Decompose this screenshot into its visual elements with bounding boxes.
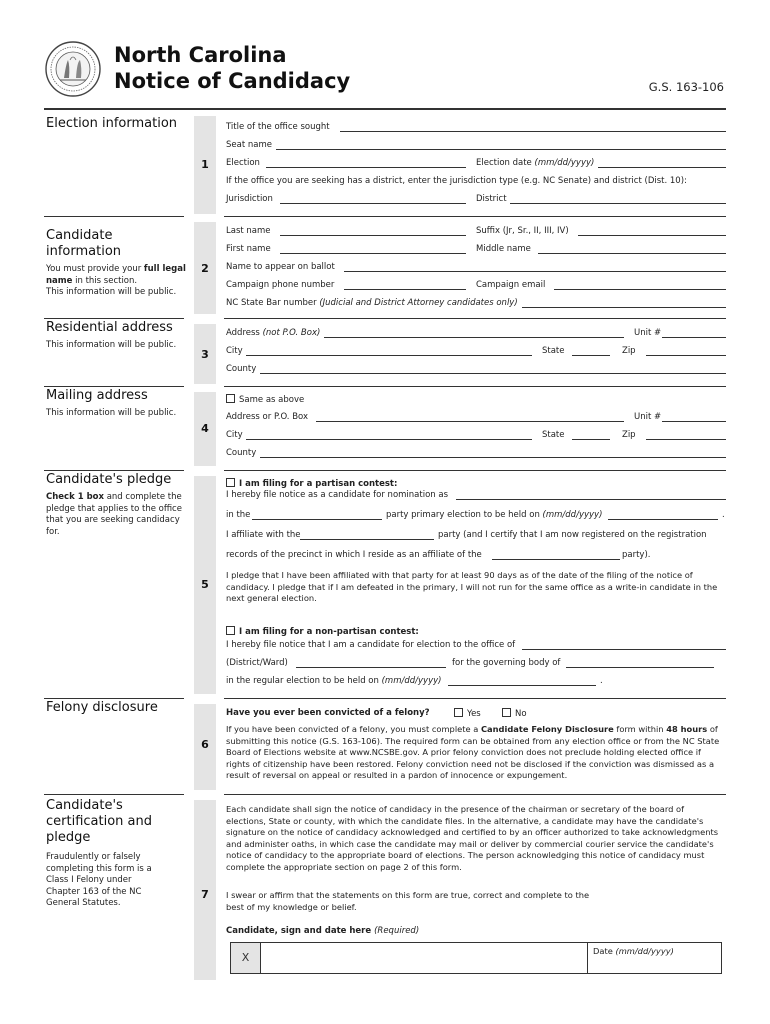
last-name-label: Last name: [226, 226, 271, 236]
section-separator: [224, 216, 726, 217]
phone-label: Campaign phone number: [226, 280, 335, 290]
section-number-bar: [194, 116, 216, 214]
records-party-field[interactable]: [492, 559, 620, 560]
primary-row: in the party primary election to be held on (mm/dd/yyyy) .: [226, 510, 725, 520]
records-row: records of the precinct in which I reside as an affiliate of the party).: [226, 550, 651, 560]
election-date-field[interactable]: [598, 167, 726, 168]
section-number: 6: [201, 738, 209, 751]
county-label: County: [226, 364, 257, 374]
section-number-bar: [194, 392, 216, 466]
partisan-line-1: I hereby file notice as a candidate for nomination as: [226, 490, 726, 504]
title-line-1: North Carolina: [114, 43, 287, 67]
section-rule: [44, 216, 184, 217]
section-rule: [44, 318, 184, 319]
mailing-unit-label: Unit #: [634, 412, 662, 422]
district-label: District: [476, 194, 507, 204]
mailing-address-field[interactable]: [316, 421, 624, 422]
signature-box: [230, 942, 722, 974]
bar-field[interactable]: [522, 307, 726, 308]
state-field[interactable]: [572, 355, 610, 356]
section-note: This information will be public.: [46, 340, 177, 350]
section-note: Check 1 box and complete the pledge that applies to the office that you are seeking candidacy for.: [46, 492, 182, 537]
section-number-bar: [194, 222, 216, 314]
section-title: Election information: [46, 116, 178, 131]
address-field[interactable]: [324, 337, 624, 338]
last-name-field[interactable]: [280, 235, 466, 236]
section-residential-address: [44, 318, 726, 384]
certification-paragraph: Each candidate shall sign the notice of candidacy in the presence of the chairman or secretary of the board of elections, State or county, with which the candidate files. In the alternative, a candidate may have the candidate's signature on the notice of candidacy acknowledged and certified to by an officer authorized to take acknowledgments and administer oaths, in which case the candidate may mail or deliver by commercial courier service the candidate's notice of candidacy to the appropriate board of elections. The person acknowledging this notice of candidacy must complete the appropriate section on page 2 of this form.: [226, 804, 719, 872]
nonpartisan-line-1: I hereby file notice that I am a candidate for election to the office of: [226, 640, 726, 654]
regular-election-row: in the regular election to be held on (mm/dd/yyyy) .: [226, 676, 603, 686]
mailing-address-row: [226, 412, 726, 426]
county-row: [226, 364, 726, 378]
partisan-heading: I am filing for a partisan contest:: [226, 478, 726, 492]
affiliate-row: I affiliate with the party (and I certify that I am now registered on the registration: [226, 530, 707, 540]
felony-question-row: [226, 708, 726, 722]
address-label: Address (not P.O. Box): [226, 328, 321, 338]
unit-field[interactable]: [662, 337, 726, 338]
middle-name-label: Middle name: [476, 244, 531, 254]
section-note: This information will be public.: [46, 408, 177, 418]
sign-heading: Candidate, sign and date here (Required): [226, 926, 420, 936]
section-number: 4: [201, 422, 209, 435]
mailing-county-row: [226, 448, 726, 462]
bar-label: NC State Bar number (Judicial and District Attorney candidates only): [226, 298, 518, 308]
mailing-zip-field[interactable]: [646, 439, 726, 440]
section-note: Fraudulently or falsely completing this form is a Class I Felony under Chapter 163 of the NC General Statutes.: [46, 852, 152, 908]
county-field[interactable]: [260, 373, 726, 374]
election-date-label: Election date (mm/dd/yyyy): [476, 158, 595, 168]
section-title: Candidate information: [46, 228, 122, 259]
address-row: [226, 328, 726, 342]
signature-date-field[interactable]: [589, 955, 721, 973]
section-rule: [44, 470, 184, 471]
contact-row: [226, 280, 726, 294]
section-separator: [224, 386, 726, 387]
suffix-field[interactable]: [578, 235, 726, 236]
city-row: [226, 346, 726, 360]
first-name-label: First name: [226, 244, 271, 254]
seat-row: [226, 140, 726, 154]
district-field[interactable]: [510, 203, 726, 204]
section-rule: [44, 794, 184, 795]
no-checkbox[interactable]: [502, 708, 511, 717]
ballot-name-label: Name to appear on ballot: [226, 262, 335, 272]
nonpartisan-checkbox[interactable]: [226, 626, 235, 635]
section-certification: [44, 794, 726, 980]
city-field[interactable]: [246, 355, 532, 356]
email-label: Campaign email: [476, 280, 546, 290]
election-label: Election: [226, 158, 260, 168]
seat-field[interactable]: [276, 149, 726, 150]
section-separator: [224, 318, 726, 319]
mailing-unit-field[interactable]: [662, 421, 726, 422]
section-separator: [224, 470, 726, 471]
mailing-city-field[interactable]: [246, 439, 532, 440]
yes-checkbox[interactable]: [454, 708, 463, 717]
signature-date-label: Date (mm/dd/yyyy): [593, 946, 674, 956]
mailing-state-label: State: [542, 430, 565, 440]
section-number: 1: [201, 158, 209, 171]
unit-label: Unit #: [634, 328, 662, 338]
section-separator: [224, 794, 726, 795]
section-number: 2: [201, 262, 209, 275]
state-label: State: [542, 346, 565, 356]
section-number-bar: [194, 704, 216, 790]
section-felony-disclosure: [44, 698, 726, 790]
partisan-pledge-paragraph: I pledge that I have been affiliated with that party for at least 90 days as of the date of the filing of the notice of candidacy. I pledge that if I am defeated in the primary, I will not run for the same office as a write-in candidate in the next general election.: [226, 570, 718, 603]
ballot-name-row: [226, 262, 726, 276]
form-title: [114, 42, 350, 94]
office-row: [226, 122, 726, 136]
mailing-county-field[interactable]: [260, 457, 726, 458]
yes-option[interactable]: Yes: [454, 708, 481, 719]
section-candidate-pledge: [44, 470, 726, 694]
felony-paragraph: If you have been convicted of a felony, you must complete a Candidate Felony Disclosure form within 48 hours of submitting this notice (G.S. 163-106). The required form can be obtained from any election office or from the NC State Board of Elections website at www.NCSBE.gov. A prior felony conviction does not preclude holding elected office if rights of citizenship have been restored. Felony conviction need not be disclosed if the conviction was dismissed as a result of reversal on appeal or resulted in a pardon of innocence or expungement.: [226, 724, 720, 780]
suffix-label: Suffix (Jr, Sr., II, III, IV): [476, 226, 569, 236]
same-as-above-row: [226, 394, 726, 408]
city-label: City: [226, 346, 243, 356]
nomination-office-field[interactable]: [456, 499, 726, 500]
signature-date-divider: [587, 943, 588, 973]
section-title: Residential address: [46, 320, 173, 335]
primary-party-field[interactable]: [252, 519, 382, 520]
name-row-1: [226, 226, 726, 240]
section-candidate-information: [44, 216, 726, 314]
election-field[interactable]: [266, 167, 466, 168]
section-election-information: [44, 110, 726, 214]
primary-date-field[interactable]: [608, 519, 718, 520]
first-name-field[interactable]: [280, 253, 466, 254]
same-as-above-checkbox[interactable]: [226, 394, 235, 403]
seat-label: Seat name: [226, 140, 272, 150]
election-row: [226, 158, 726, 172]
mailing-county-label: County: [226, 448, 257, 458]
nonpartisan-office-field[interactable]: [522, 649, 726, 650]
form-header: [44, 40, 728, 108]
email-field[interactable]: [554, 289, 726, 290]
section-note: You must provide your full legal name in this section. This information will be public.: [46, 264, 186, 297]
title-line-2: Notice of Candidacy: [114, 69, 351, 93]
district-ward-row: (District/Ward) for the governing body of: [226, 658, 726, 672]
section-title: Mailing address: [46, 388, 148, 403]
regular-date-field[interactable]: [448, 685, 596, 686]
section-title: Candidate's certification and pledge: [46, 798, 152, 845]
office-field[interactable]: [340, 131, 726, 132]
same-as-above-label: Same as above: [239, 395, 305, 405]
district-ward-field[interactable]: [296, 667, 446, 668]
affiliate-party-field[interactable]: [300, 539, 434, 540]
section-title: Candidate's pledge: [46, 472, 172, 487]
statute-reference: G.S. 163-106: [648, 80, 724, 94]
signature-x-marker: X: [231, 943, 261, 973]
mailing-city-label: City: [226, 430, 243, 440]
section-separator: [224, 698, 726, 699]
zip-label: Zip: [622, 346, 636, 356]
nonpartisan-heading: I am filing for a non-partisan contest:: [226, 626, 726, 640]
zip-field[interactable]: [646, 355, 726, 356]
section-number: 7: [201, 888, 209, 901]
mailing-zip-label: Zip: [622, 430, 636, 440]
section-number-bar: [194, 800, 216, 980]
felony-question: Have you ever been convicted of a felony?: [226, 708, 430, 718]
affirmation-paragraph: I swear or affirm that the statements on this form are true, correct and complete to the best of my knowledge or belief.: [226, 890, 590, 912]
phone-field[interactable]: [344, 289, 466, 290]
jurisdiction-field[interactable]: [280, 203, 466, 204]
signature-field[interactable]: [262, 943, 587, 973]
office-label: Title of the office sought: [226, 122, 330, 132]
partisan-checkbox[interactable]: [226, 478, 235, 487]
district-note: If the office you are seeking has a district, enter the jurisdiction type (e.g. NC Senate) and district (Dist. 10):: [226, 176, 687, 186]
jurisdiction-label: Jurisdiction: [226, 194, 273, 204]
no-option[interactable]: No: [502, 708, 527, 719]
jurisdiction-row: [226, 194, 726, 208]
section-number: 5: [201, 578, 209, 591]
section-number-bar: [194, 324, 216, 384]
section-rule: [44, 386, 184, 387]
name-row-2: [226, 244, 726, 258]
governing-body-field[interactable]: [566, 667, 714, 668]
bar-row: [226, 298, 726, 312]
section-rule: [44, 698, 184, 699]
section-mailing-address: [44, 386, 726, 466]
middle-name-field[interactable]: [538, 253, 726, 254]
section-title: Felony disclosure: [46, 700, 158, 715]
nc-state-seal-icon: [44, 40, 102, 98]
section-number: 3: [201, 348, 209, 361]
mailing-city-row: [226, 430, 726, 444]
ballot-name-field[interactable]: [344, 271, 726, 272]
mailing-state-field[interactable]: [572, 439, 610, 440]
mailing-address-label: Address or P.O. Box: [226, 412, 309, 422]
section-number-bar: [194, 476, 216, 694]
